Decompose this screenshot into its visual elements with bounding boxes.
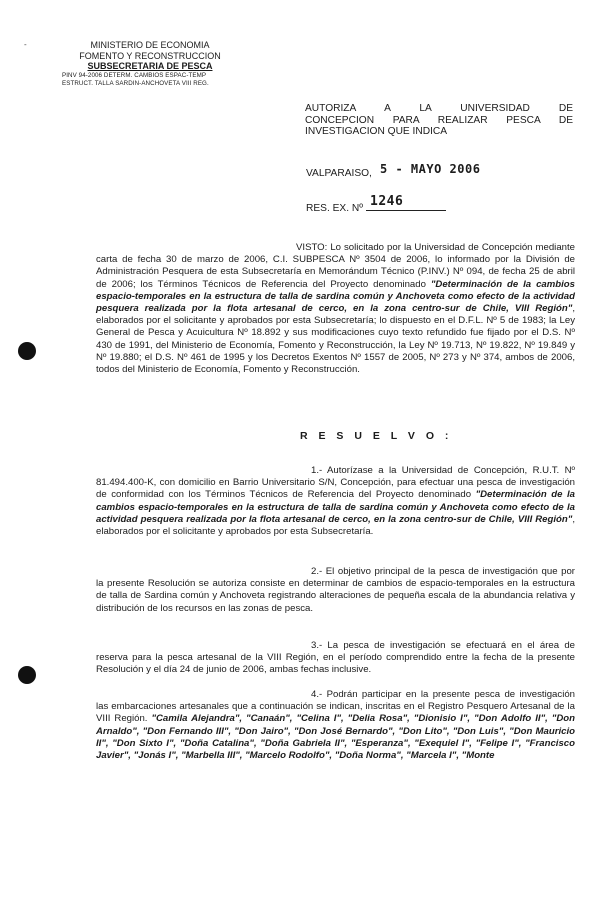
vessel-names: "Camila Alejandra", "Canaán", "Celina I", "Delia Rosa", "Dionisio I", "Don Adolfo II", "Don Arnaldo", "Don Fernando III", "Don Jairo", "Don José Bernardo", "Don Lito", "Don Luis", "Don Mauricio II", "Don Sixto I", "Doña Catalina", "Doña Gabriela II", "Esperanza", "Exequiel I", "Felipe I", "Francisco Javier", "Jonás I", "Marbella III", "Marcelo Rodolfo", "Doña Norma", "Marcela I", "Monte [96,713,575,762]
item-1-lead: 1.- Autorízase a la Universidad de Concepción, [311,465,528,476]
visto-lead: VISTO: [296,242,328,253]
subsecretaria-name: SUBSECRETARIA DE PESCA [87,61,213,71]
item-2-lead: 2.- El objetivo principal de la pesca de [311,566,479,577]
subject-line-3: INVESTIGACION QUE INDICA [305,126,448,137]
place-date [306,162,481,179]
item-3 [96,640,575,677]
punch-hole-top [18,342,36,360]
item-1 [96,465,575,538]
resolution-number [306,194,446,214]
fomento-name: FOMENTO Y RECONSTRUCCION [79,50,221,61]
letterhead [62,40,322,88]
item-4 [96,689,575,762]
city-label: VALPARAISO, [306,168,372,179]
item-1-text-a: R.U.T. Nº 81.494.400-K, con domicilio en Barrio Universitario S/N, Concepción, para efectuar una pesca de investigación de conformidad con los Términos Técnicos de Referencia del Proyecto denominado [96,465,576,501]
item-4-lead: 4.- Podrán participar en la presente pesca de [311,689,516,700]
reference-line-1: PINV 94-2006 DETERM. CAMBIOS ESPAC-TEMP [62,71,207,79]
punch-hole-bottom [18,666,36,684]
item-4-text-a: investigación las embarcaciones artesanales que a continuación se indican, inscritas en el Registro Pesquero Artesanal de la VIII Región. [96,689,575,725]
subject-line-2: CONCEPCION PARA REALIZAR PESCA DE [305,114,573,126]
corner-mark: - [24,40,27,49]
item-3-lead: 3.- La pesca de investigación se efectuará en el [311,640,535,651]
visto-paragraph [96,242,575,376]
visto-text-2: , elaborados por el solicitante y aprobados por esta Subsecretaría; lo dispuesto en el D.F.L. Nº 5 de 1983; la Ley General de Pesca y Acuicultura Nº 18.892 y sus modificaciones cuyo texto refundido fue fijado por el D.S. Nº 430 de 1991, del Ministerio de Economía, Fomento y Reconstrucción, la Ley Nº 19.713, Nº 19.822, Nº 19.849 y Nº 19.880; el D.S. Nº 461 de 1995 y los Decretos Exentos Nº 1557 de 2005, Nº 273 y Nº 374, ambos de 2006, todos del Ministerio de Economía, Fomento y Reconstrucción. [96,303,575,376]
subject-line-1: AUTORIZA A LA UNIVERSIDAD DE [305,103,573,114]
item-1-text-b: , elaborados por el solicitante y aprobados por esta Subsecretaría. [96,513,575,538]
item-1-project-title: "Determinación de la cambios espacio-temporales en la estructura de talla de sardina común y Anchoveta como efecto de la actividad pesquera realizada por la flota artesanal de cerco, en la zona centro-sur de Chile, VIII Región" [96,489,576,525]
item-3-text: área de reserva para la pesca artesanal de la VIII Región, en el período comprendido entre la fecha de la presente Resolución y el día 24 de junio de 2006, ambas fechas inclusive. [96,640,576,676]
resuelvo-heading: R E S U E L V O : [300,430,453,442]
number-stamp: 1246 [370,194,404,209]
item-2 [96,566,575,615]
visto-project-title: "Determinación de la cambios espacio-temporales en la estructura de talla de sardina común y Anchoveta como efecto de la actividad pesquera realizada por la flota artesanal de cerco, en la zona centro-sur de Chile, VIII Región" [96,278,575,315]
reference-line-2: ESTRUCT. TALLA SARDIN-ANCHOVETA VIII REG. [62,79,209,87]
visto-text-1: Lo solicitado por la Universidad de Concepción mediante carta de fecha 30 de marzo de 2006, C.I. SUBPESCA Nº 3504 de 2006, lo informado por la División de Administración Pesquera de esta Subsecretaría en Memorándum Técnico (P.INV.) Nº 094, de fecha 25 de abril de 2006; los Términos Técnicos de Referencia del Proyecto denominado [96,242,575,290]
date-stamp: 5 - MAYO 2006 [380,162,481,176]
resolution-label: RES. EX. Nº [306,203,363,214]
item-2-text: investigación que por la presente Resolución se autoriza consiste en determinar de cambios de espacio-temporales en la estructura de talla de Sardina común y Anchoveta registrando alteraciones de pequeña escala de la abundancia relativa y distribución de los recursos en las zonas de pesca. [96,566,575,614]
ministry-name: MINISTERIO DE ECONOMIA [90,40,210,50]
subject-block [305,103,573,138]
